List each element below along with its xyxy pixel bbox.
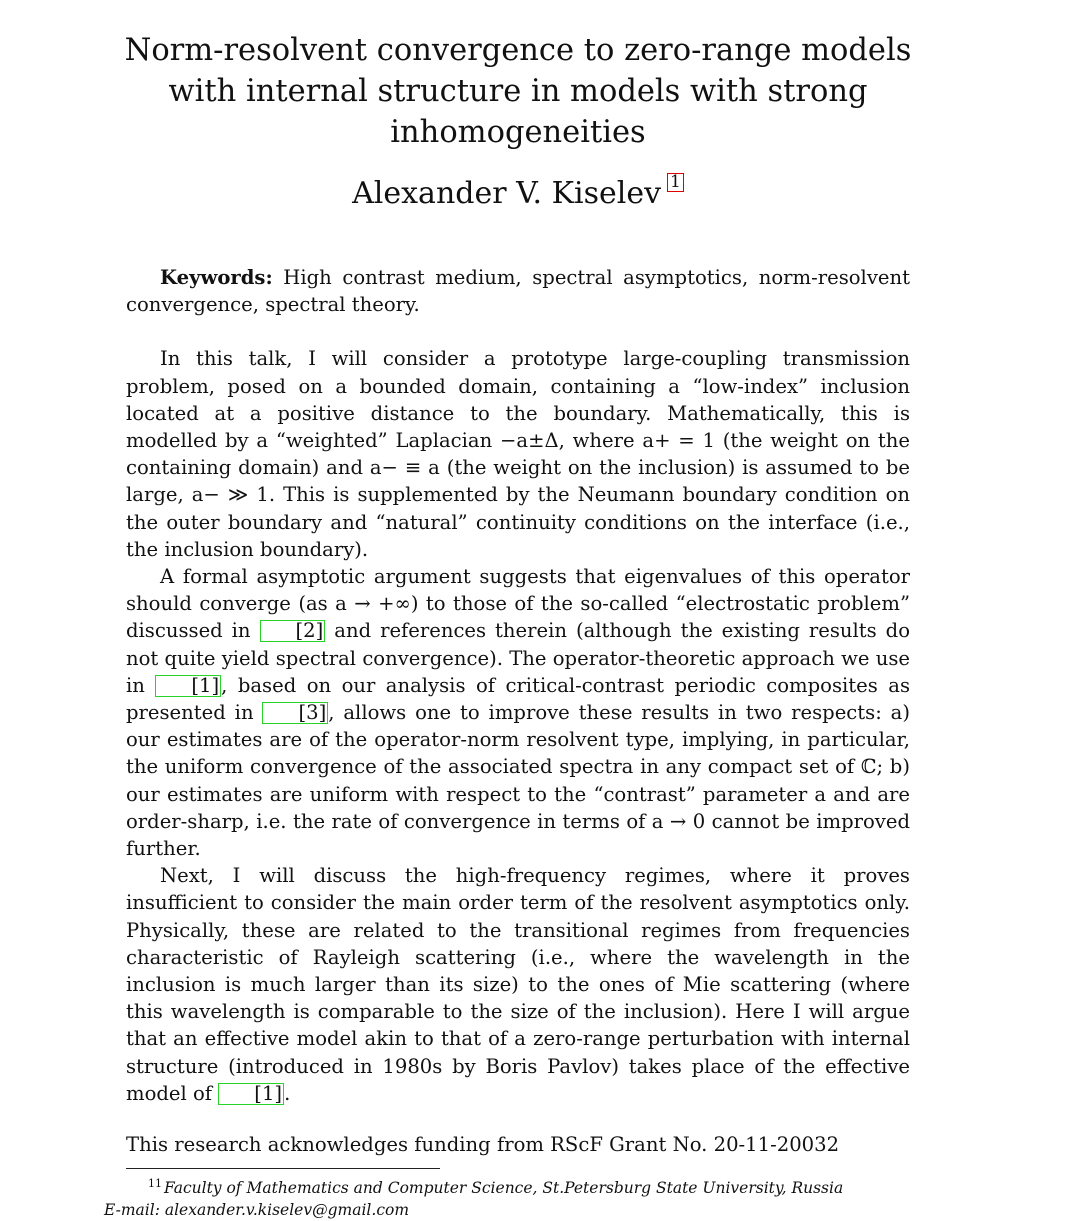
keywords-text: High contrast medium, spectral asymptotics, norm-resolvent convergence, spectral theory. — [126, 266, 910, 317]
author-line — [126, 173, 910, 214]
paragraph-2-text-c: , based on our analysis of critical-contrast periodic composites as presented in — [126, 673, 910, 725]
author-name: Alexander V. Kiselev — [352, 176, 662, 211]
citation-link-2[interactable]: [2] — [260, 620, 326, 642]
paragraph-2-text-a: A formal asymptotic argument suggests that eigenvalues of this operator should converge (as a → +∞) to those of the so-called “electrostatic problem” discussed in — [126, 565, 910, 643]
paragraph-2-text-d: , allows one to improve these results in two respects: a) our estimates are of the operator-norm resolvent type, implying, in particular, the uniform convergence of the associated spectra in any compact set of ℂ; b) our estimates are uniform with respect to the “contrast” parameter a and are order-sharp, i.e. the rate of convergence in terms of a → 0 cannot be improved further. — [126, 701, 911, 861]
citation-link-1[interactable]: [1] — [155, 675, 221, 697]
paragraph-2-text-b: and references therein (although the existing results do not quite yield spectral convergence). The operator-theoretic approach we use in — [126, 619, 910, 697]
footnote-mark: 11 — [148, 1177, 162, 1191]
citation-link-1-second[interactable]: [1] — [218, 1083, 284, 1105]
footnote — [104, 1173, 910, 1221]
paper-page — [104, 30, 912, 1221]
footnote-affiliation: Faculty of Mathematics and Computer Science, St.Petersburg State University, Russia — [164, 1179, 844, 1198]
paragraph-3-text: Next, I will discuss the high-frequency regimes, where it proves insufficient to consider the main order term of the resolvent asymptotics only. Physically, these are related to the transitional regimes from frequencies characteristic of Rayleigh scattering (i.e., where the wavelength in the inclusion is much larger than its size) to the ones of Mie scattering (where this wavelength is comparable to the size of the inclusion). Here I will argue that an effective model akin to that of a zero-range perturbation with internal structure (introduced in 1980s by Boris Pavlov) takes place of the effective model of — [126, 864, 910, 1105]
author-footnote-link[interactable]: 1 — [667, 173, 684, 192]
paper-title: Norm-resolvent convergence to zero-range models with internal structure in models with strong inhomogeneities — [124, 33, 912, 150]
keywords-label: Keywords: — [160, 266, 273, 289]
paragraph-2 — [126, 563, 910, 862]
funding-statement: This research acknowledges funding from RScF Grant No. 20-11-20032 — [126, 1133, 840, 1157]
keywords-paragraph — [126, 264, 910, 318]
citation-link-3[interactable]: [3] — [262, 702, 328, 724]
paragraph-1: In this talk, I will consider a prototype large-coupling transmission problem, posed on a bounded domain, containing a “low-index” inclusion located at a positive distance to the boundary. Mathematically, this is modelled by a “weighted” Laplacian −a±Δ, where a+ = 1 (the weight on the containing domain) and a− ≡ a (the weight on the inclusion) is assumed to be large, a− ≫ 1. This is supplemented by the Neumann boundary condition on the outer boundary and “natural” continuity conditions on the interface (i.e., the inclusion boundary). — [126, 347, 910, 561]
paragraph-3-end: . — [284, 1081, 291, 1105]
footnote-rule — [126, 1168, 440, 1169]
paragraph-3 — [126, 862, 910, 1107]
footnote-email: E-mail: alexander.v.kiselev@gmail.com — [104, 1201, 410, 1220]
